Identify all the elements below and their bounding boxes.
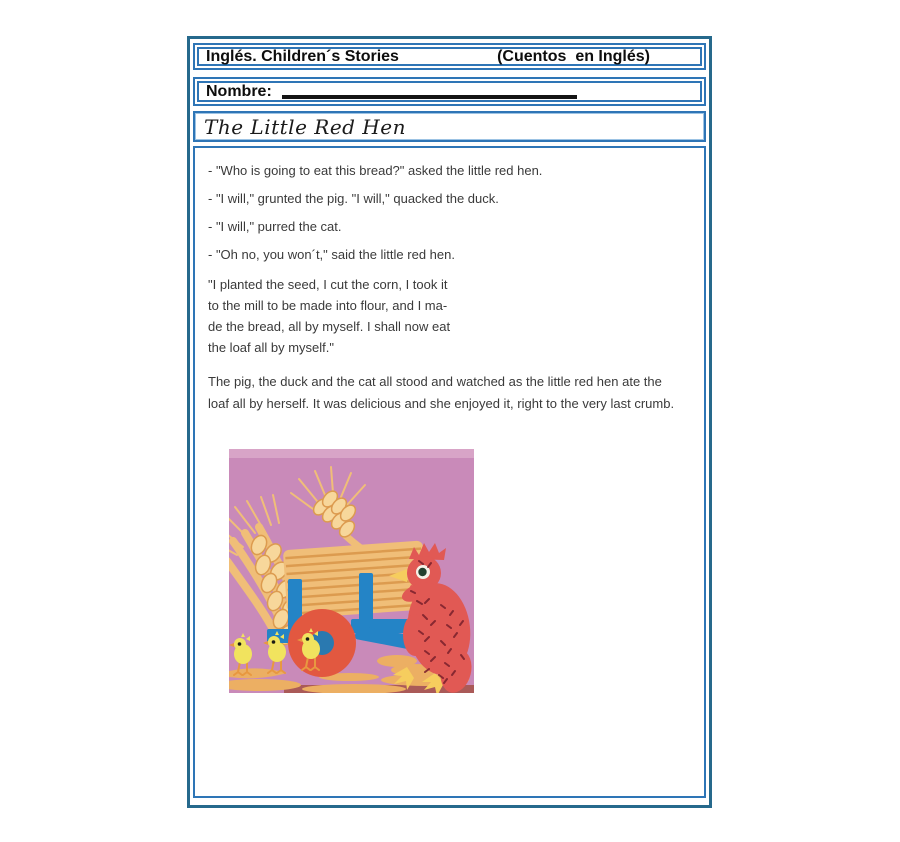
course-title: Inglés. Children´s Stories [206, 47, 399, 65]
story-illustration-image [229, 449, 474, 693]
story-title-box [193, 111, 706, 142]
monologue-line: de the bread, all by myself. I shall now eat [208, 319, 451, 334]
closing-line: loaf all by herself. It was delicious and she enjoyed it, right to the very last crumb. [208, 396, 675, 411]
header-bar [193, 43, 706, 70]
name-label: Nombre: [206, 82, 272, 100]
name-blank-line [282, 85, 577, 99]
name-row [193, 77, 706, 106]
dialogue-line: - "I will," purred the cat. [208, 219, 342, 234]
story-title: The Little Red Hen [204, 114, 406, 139]
dialogue-block [208, 162, 690, 264]
monologue-block [208, 274, 690, 358]
closing-line: The pig, the duck and the cat all stood and watched as the little red hen ate the [208, 374, 662, 389]
illustration-top-band [229, 449, 474, 458]
cart-wheel [288, 609, 356, 677]
story-box [193, 146, 706, 798]
monologue-line: to the mill to be made into flour, and I ma- [208, 298, 448, 313]
closing-block [208, 371, 690, 415]
monologue-line: "I planted the seed, I cut the corn, I took it [208, 277, 448, 292]
hen-eye [418, 568, 426, 576]
dialogue-line: - "Oh no, you won´t," said the little red hen. [208, 247, 455, 262]
dialogue-line: - "I will," grunted the pig. "I will," quacked the duck. [208, 191, 499, 206]
course-subtitle: (Cuentos en Inglés) [497, 47, 650, 65]
hen-wing [403, 614, 427, 656]
monologue-line: the loaf all by myself." [208, 340, 335, 355]
dialogue-line: - "Who is going to eat this bread?" asked the little red hen. [208, 163, 543, 178]
page-frame [187, 36, 712, 808]
